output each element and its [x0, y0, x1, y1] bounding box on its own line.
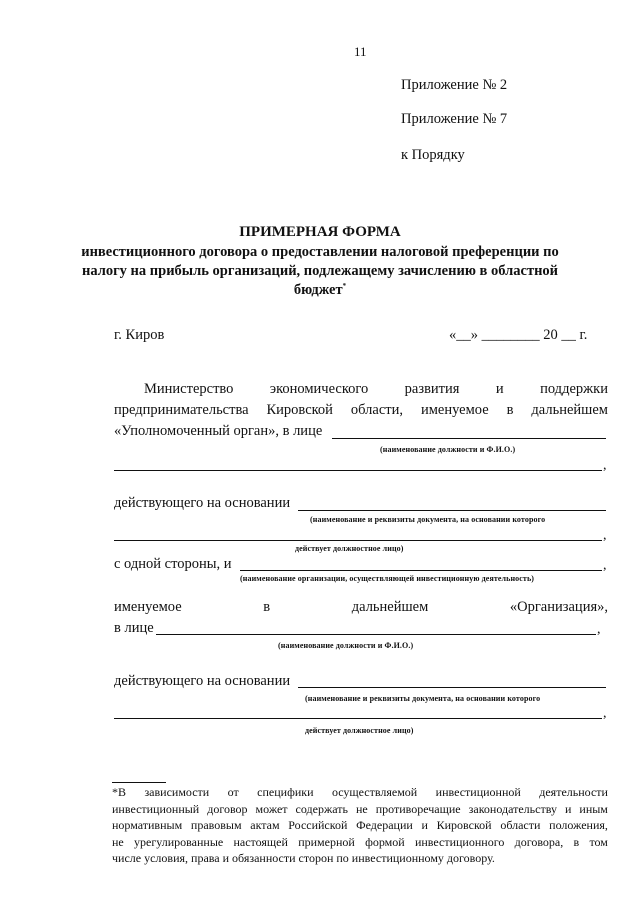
date-field: «__» ________ 20 __ г. — [449, 327, 588, 343]
paragraph-2-line-1 — [114, 599, 608, 616]
footnote-separator — [112, 782, 166, 783]
paragraph-1-line-2 — [114, 402, 608, 419]
acting-basis-label: действующего на основании — [114, 495, 291, 511]
comma: , — [603, 458, 607, 473]
hint-organization: (наименование организации, осуществляющей инвестиционную деятельность) — [240, 574, 535, 583]
word: дальнейшем — [531, 402, 608, 418]
organization-name-field[interactable] — [240, 570, 602, 571]
acting-basis-label-2: действующего на основании — [114, 673, 291, 689]
hint-position-fio: (наименование должности и Ф.И.О.) — [380, 445, 516, 454]
word: Кировской — [266, 402, 333, 418]
word: области, — [350, 402, 404, 418]
appendix-7-label: Приложение № 7 — [401, 111, 508, 127]
hint-document-basis-2: (наименование и реквизиты документа, на основании которого — [305, 694, 541, 703]
title-line-3: бюджет* — [293, 282, 347, 298]
word: Федерации — [356, 818, 413, 833]
word: и — [421, 818, 428, 833]
hint-position-fio-2: (наименование должности и Ф.И.О.) — [278, 641, 414, 650]
word: противоречащие — [375, 801, 461, 816]
word: урегулированные — [134, 834, 224, 849]
in-person-label: в лице — [114, 620, 154, 636]
comma: , — [597, 622, 601, 637]
footnote-line-4 — [112, 834, 608, 851]
word: области — [500, 818, 541, 833]
word: развития — [404, 381, 460, 397]
word: «Организация», — [509, 599, 608, 615]
word: в — [506, 402, 514, 418]
word: договора, — [514, 834, 564, 849]
word: инвестиционного — [414, 834, 505, 849]
form-title: ПРИМЕРНАЯ ФОРМА — [239, 224, 401, 240]
hint-official-acts-2: действует должностное лицо) — [305, 726, 414, 735]
word: в — [263, 599, 271, 615]
city-label: г. Киров — [114, 327, 165, 343]
page-number: 11 — [354, 44, 367, 59]
word: иным — [579, 801, 608, 816]
word: нормативным — [112, 818, 183, 833]
word: не — [355, 801, 368, 816]
word: специфики — [257, 785, 314, 799]
word: содержать — [295, 801, 348, 816]
word: актам — [250, 818, 280, 833]
word: именуемое — [420, 402, 489, 418]
footnote — [112, 784, 608, 867]
title-line-2: налогу на прибыль организаций, подлежащему зачислению в областной — [81, 263, 559, 279]
basis-document-field-2[interactable] — [298, 687, 606, 688]
hint-document-basis: (наименование и реквизиты документа, на основании которого — [310, 515, 546, 524]
word: положения, — [549, 818, 608, 833]
official-name-field[interactable] — [332, 438, 606, 439]
word: поддержки — [540, 381, 608, 397]
word: правовым — [190, 818, 242, 833]
word: от — [227, 785, 239, 799]
word: Российской — [288, 818, 348, 833]
paragraph-1-line-1 — [144, 381, 608, 398]
word: осуществляемой — [331, 785, 418, 799]
basis-document-field[interactable] — [298, 510, 606, 511]
title-line-1: инвестиционного договора о предоставлении налоговой преференции по — [81, 244, 559, 260]
org-official-name-field[interactable] — [156, 634, 596, 635]
comma: , — [603, 558, 607, 573]
basis-document-field-2-cont[interactable] — [114, 718, 602, 719]
word: не — [112, 834, 124, 849]
footnote-line-5: числе условия, права и обязанности сторон по инвестиционному договору. — [112, 851, 495, 866]
footnote-line-1 — [112, 784, 608, 801]
word: том — [589, 834, 608, 849]
word: инвестиционный — [112, 801, 200, 816]
word: *В — [112, 785, 127, 799]
word: настоящей — [233, 834, 288, 849]
word: договор — [207, 801, 248, 816]
to-order-label: к Порядку — [401, 147, 465, 163]
word: в — [573, 834, 580, 849]
word: может — [255, 801, 288, 816]
hint-official-acts: действует должностное лицо) — [295, 544, 404, 553]
basis-document-field-cont[interactable] — [114, 540, 602, 541]
appendix-2-label: Приложение № 2 — [401, 77, 508, 93]
one-side-label: с одной стороны, и — [114, 556, 232, 572]
official-name-field-cont[interactable] — [114, 470, 602, 471]
comma: , — [603, 528, 607, 543]
footnote-mark: * — [342, 282, 347, 291]
word: законодательству — [468, 801, 557, 816]
word: дальнейшем — [351, 599, 429, 615]
word: и — [495, 381, 504, 397]
word: примерной — [298, 834, 355, 849]
word: предпринимательства — [114, 402, 249, 418]
footnote-line-2 — [112, 801, 608, 818]
word: экономического — [269, 381, 369, 397]
word: Кировской — [436, 818, 492, 833]
word: Министерство — [144, 381, 234, 397]
word: формой — [365, 834, 405, 849]
word: инвестиционной — [435, 785, 521, 799]
word: именуемое — [114, 599, 182, 615]
word: зависимости — [144, 785, 210, 799]
word: деятельности — [539, 785, 608, 799]
authorized-body-label: «Уполномоченный орган», в лице — [114, 423, 323, 439]
word: и — [564, 801, 572, 816]
comma: , — [603, 706, 607, 721]
footnote-line-3 — [112, 817, 608, 834]
